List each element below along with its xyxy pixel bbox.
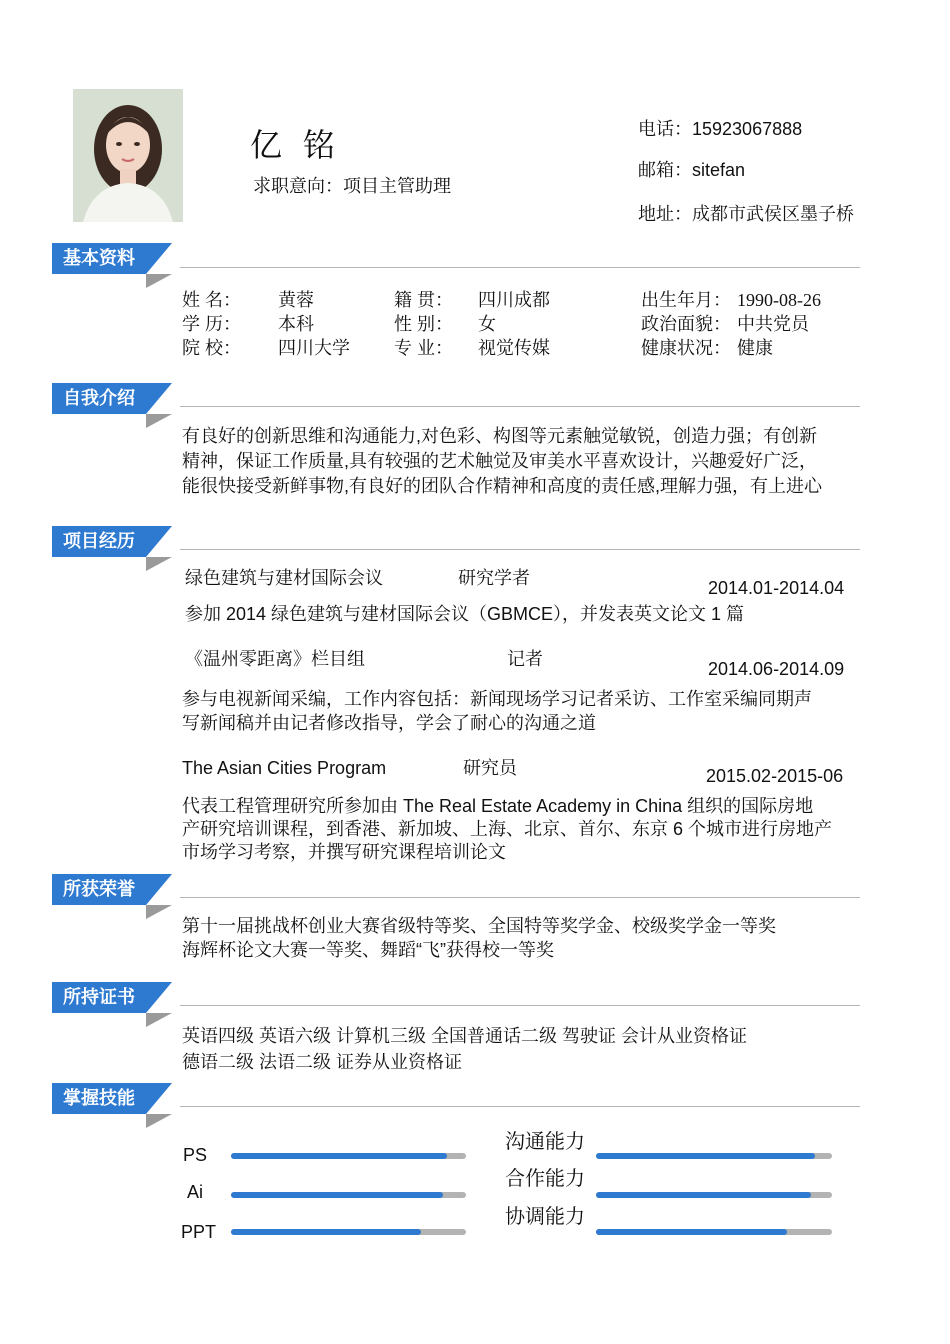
skill-bar-track — [231, 1153, 466, 1159]
intro-text — [182, 424, 822, 499]
tab-fold-shape — [146, 414, 172, 428]
skill-label: 合作能力 — [505, 1168, 585, 1190]
field-label: 院 校： — [182, 338, 242, 358]
skill-bar-track — [231, 1192, 466, 1198]
section-title: 所持证书 — [63, 987, 135, 1007]
cert-line: 英语四级 英语六级 计算机三级 全国普通话二级 驾驶证 会计从业资格证 — [182, 1026, 748, 1046]
contact-email: 邮箱：sitefan — [638, 160, 746, 180]
basic-info-col-1 — [182, 288, 350, 360]
section-header-honors — [52, 874, 146, 905]
honor-item: 第十一届挑战杯创业大赛省级特等奖、全国特等奖学金、校级奖学金一等奖 — [182, 916, 776, 936]
candidate-name: 亿 铭 — [250, 127, 341, 163]
project-date: 2014.01-2014.04 — [708, 578, 845, 598]
field-value: 1990-08-26 — [737, 290, 821, 310]
section-header-projects — [52, 526, 146, 557]
tab-fold-shape — [146, 1013, 172, 1027]
skill-label: PPT — [181, 1222, 217, 1242]
project-role: 记者 — [507, 649, 543, 669]
honors-list — [182, 914, 776, 962]
field-value: 本科 — [278, 314, 314, 334]
skill-bar-fill — [231, 1192, 443, 1198]
tab-fold-shape — [146, 1114, 172, 1128]
section-title: 所获荣誉 — [63, 879, 135, 899]
tab-tail-shape — [146, 1083, 172, 1114]
section-header-basic — [52, 243, 146, 274]
project-desc-line: 市场学习考察，并撰写研究课程培训论文 — [182, 842, 506, 862]
section-title: 基本资料 — [63, 248, 135, 268]
project-role: 研究员 — [463, 758, 517, 778]
tab-tail-shape — [146, 526, 172, 557]
job-intent: 求职意向：项目主管助理 — [253, 176, 451, 196]
section-header-skills — [52, 1083, 146, 1114]
field-label: 性 别： — [394, 314, 454, 334]
tab-tail-shape — [146, 982, 172, 1013]
certs-list — [182, 1023, 747, 1075]
tab-fold-shape — [146, 905, 172, 919]
section-title: 项目经历 — [63, 531, 135, 551]
section-divider — [180, 897, 860, 898]
skill-bar-track — [596, 1229, 832, 1235]
project-date: 2014.06-2014.09 — [708, 659, 845, 679]
field-label: 专 业： — [394, 338, 454, 358]
intro-line: 有良好的创新思维和沟通能力,对色彩、构图等元素触觉敏锐，创造力强；有创新 — [182, 426, 817, 446]
portrait-image — [73, 89, 183, 222]
skill-label: 沟通能力 — [505, 1131, 585, 1153]
profile-photo — [73, 89, 183, 222]
project-desc — [182, 795, 832, 864]
skill-label: 协调能力 — [505, 1206, 585, 1228]
basic-info-col-2 — [394, 288, 550, 360]
skill-label: Ai — [187, 1182, 204, 1202]
project-desc — [185, 602, 744, 626]
field-label: 出生年月： — [641, 290, 731, 310]
field-value: 中共党员 — [737, 314, 809, 334]
project-desc-line: 代表工程管理研究所参加由 The Real Estate Academy in China 组织的国际房地 — [182, 796, 814, 816]
section-divider — [180, 1106, 860, 1107]
field-value: 女 — [478, 314, 496, 334]
section-divider — [180, 406, 860, 407]
tab-tail-shape — [146, 874, 172, 905]
project-title: The Asian Cities Program — [182, 758, 387, 778]
skill-bar-fill — [231, 1153, 447, 1159]
section-title: 掌握技能 — [63, 1088, 135, 1108]
project-title: 《温州零距离》栏目组 — [185, 649, 365, 669]
basic-info-col-3 — [641, 288, 821, 360]
skill-label: PS — [183, 1145, 208, 1165]
field-value: 四川成都 — [478, 290, 550, 310]
intro-line: 精神，保证工作质量,具有较强的艺术触觉及审美水平喜欢设计，兴趣爱好广泛， — [182, 451, 817, 471]
section-header-intro — [52, 383, 146, 414]
field-label: 政治面貌： — [641, 314, 731, 334]
contact-address: 地址：成都市武侯区墨子桥 — [638, 204, 854, 224]
field-value: 视觉传媒 — [478, 338, 550, 358]
skill-bar-track — [231, 1229, 466, 1235]
intro-line: 能很快接受新鲜事物,有良好的团队合作精神和高度的责任感,理解力强，有上进心 — [182, 476, 822, 496]
tab-tail-shape — [146, 243, 172, 274]
field-label: 姓 名： — [182, 290, 242, 310]
project-role: 研究学者 — [458, 568, 530, 588]
skill-bar-track — [596, 1192, 832, 1198]
project-desc-line: 写新闻稿并由记者修改指导，学会了耐心的沟通之道 — [182, 713, 596, 733]
contact-phone: 电话：15923067888 — [638, 119, 803, 139]
skill-bar-fill — [231, 1229, 421, 1235]
tab-fold-shape — [146, 274, 172, 288]
section-divider — [180, 1005, 860, 1006]
cert-line: 德语二级 法语二级 证券从业资格证 — [182, 1052, 463, 1072]
tab-fold-shape — [146, 557, 172, 571]
skill-bar-fill — [596, 1229, 787, 1235]
project-date: 2015.02-2015-06 — [706, 766, 844, 786]
field-label: 学 历： — [182, 314, 242, 334]
field-value: 黄蓉 — [278, 290, 314, 310]
tab-tail-shape — [146, 383, 172, 414]
field-label: 籍 贯： — [394, 290, 454, 310]
field-label: 健康状况： — [641, 338, 731, 358]
skill-bar-fill — [596, 1192, 811, 1198]
section-header-certs — [52, 982, 146, 1013]
honor-item: 海辉杯论文大赛一等奖、舞蹈“飞”获得校一等奖 — [182, 940, 554, 960]
skill-bar-fill — [596, 1153, 815, 1159]
project-desc-line: 参加 2014 绿色建筑与建材国际会议（GBMCE），并发表英文论文 1 篇 — [185, 604, 745, 624]
field-value: 健康 — [737, 338, 773, 358]
skill-bar-track — [596, 1153, 832, 1159]
project-desc-line: 参与电视新闻采编，工作内容包括：新闻现场学习记者采访、工作室采编同期声 — [182, 689, 812, 709]
section-title: 自我介绍 — [63, 388, 135, 408]
section-divider — [180, 267, 860, 268]
project-title: 绿色建筑与建材国际会议 — [185, 568, 383, 588]
field-value: 四川大学 — [278, 338, 350, 358]
section-divider — [180, 549, 860, 550]
project-desc-line: 产研究培训课程，到香港、新加坡、上海、北京、首尔、东京 6 个城市进行房地产 — [182, 819, 833, 839]
project-desc — [182, 687, 812, 735]
